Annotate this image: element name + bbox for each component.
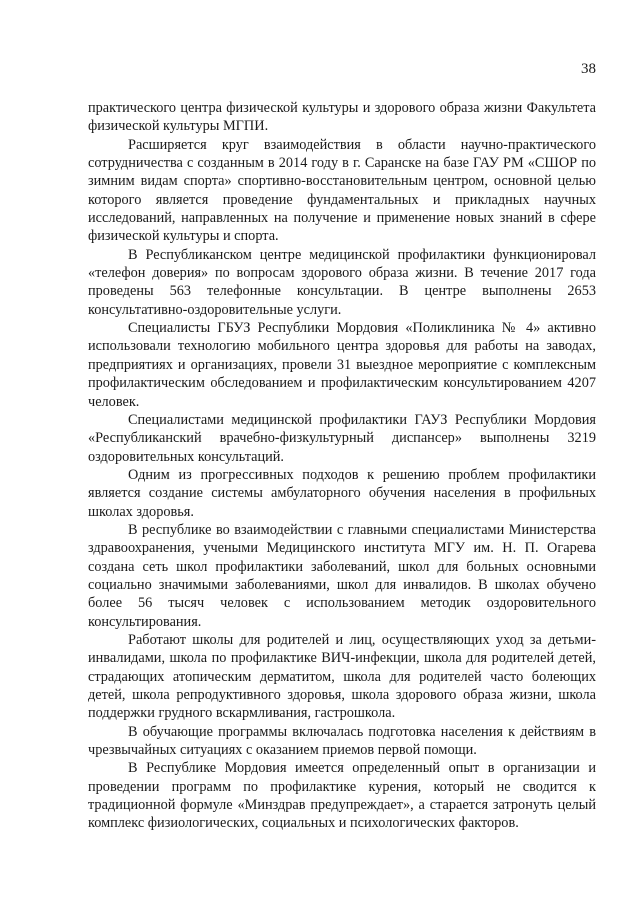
paragraph: В обучающие программы включалась подготовка населения к действиям в чрезвычайных ситуациях с оказанием приемов первой помощи. <box>88 723 596 759</box>
paragraph: практического центра физической культуры и здорового образа жизни Факультета физической культуры МГПИ. <box>88 100 596 135</box>
paragraph: Одним из прогрессивных подходов к решению проблем профилактики является создание системы амбулаторного обучения населения в профильных школах здоровья. <box>88 466 596 520</box>
paragraph: Специалисты ГБУЗ Республики Мордовия «Поликлиника № 4» активно использовали технологию мобильного центра здоровья для работы на заводах, предприятиях и организациях, провели 31 выездное мероприятие с комплексным профилактическим обследованием и профилактическим консультированием 4207 человек. <box>88 320 596 410</box>
paragraph: В Республике Мордовия имеется определенный опыт в организации и проведении программ по профилактике курения, который не сводится к традиционной формуле «Минздрав предупреждает», а старается затронуть целый комплекс физиологических, социальных и психологических факторов. <box>88 760 596 832</box>
paragraph: Работают школы для родителей и лиц, осуществляющих уход за детьми- инвалидами, школа по профилактике ВИЧ-инфекции, школа для родителей детей, страдающих атопическим дерматитом, школа для родителей часто болеющих детей, школа репродуктивного здоровья, школа здорового образа жизни, школа поддержки грудного вскармливания, гастрошкола. <box>88 631 596 722</box>
page-number: 38 <box>581 61 596 77</box>
paragraph: В Республиканском центре медицинской профилактики функционировал «телефон доверия» по вопросам здорового образа жизни. В течение 2017 года проведены 563 телефонные консультации. В центре выполнены 2653 консультативно-оздоровительные услуги. <box>88 246 596 318</box>
paragraph: Расширяется круг взаимодействия в области научно-практического сотрудничества с созданным в 2014 году в г. Саранске на базе ГАУ РМ «СШОР по зимним видам спорта» спортивно-восстановительным центром, основной целью которого является проведение фундаментальных и прикладных научных исследований, направленных на получение и применение новых знаний в сфере физической культуры и спорта. <box>88 136 596 245</box>
paragraph: Специалистами медицинской профилактики ГАУЗ Республики Мордовия «Республиканский врачебно-физкультурный диспансер» выполнены 3219 оздоровительных консультаций. <box>88 411 596 465</box>
paragraph: В республике во взаимодействии с главными специалистами Министерства здравоохранения, учеными Медицинского института МГУ им. Н. П. Огарева создана сеть школ профилактики заболеваний, школ для больных основными социально значимыми заболеваниями, школ для инвалидов. В школах обучено более 56 тысяч человек с использованием методик оздоровительного консультирования. <box>88 521 596 630</box>
body-text <box>88 99 596 833</box>
